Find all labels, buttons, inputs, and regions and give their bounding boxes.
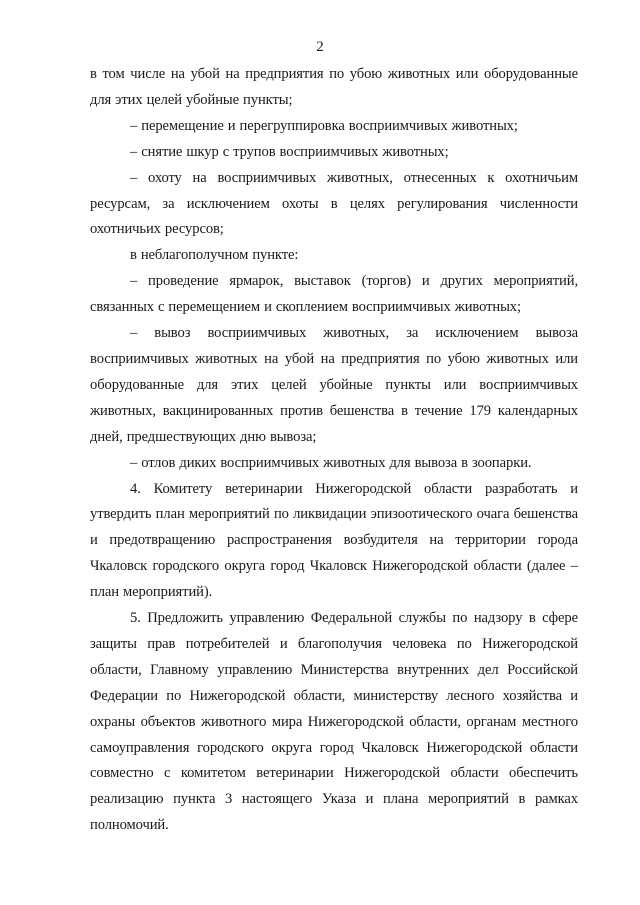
paragraph-continuation: в том числе на убой на предприятия по убою животных или оборудованные для этих целей убойные пункты; xyxy=(90,66,578,108)
list-item-skinning: – снятие шкур с трупов восприимчивых животных; xyxy=(130,143,449,160)
list-item-regrouping: – перемещение и перегруппировка восприимчивых животных; xyxy=(130,117,518,134)
list-item-export: – вывоз восприимчивых животных, за исключением вывоза восприимчивых животных на убой на предприятия по убою животных или оборудованные для этих целей убойные пункты или восприимчивых животных, вакцинированных против бешенства в течение 179 календарных дней, предшествующих дню вывоза; xyxy=(90,325,578,445)
list-item-hunting: – охоту на восприимчивых животных, отнесенных к охотничьим ресурсам, за исключением охоты в целях регулирования численности охотничьих ресурсов; xyxy=(90,169,578,238)
paragraph-item-4: 4. Комитету ветеринарии Нижегородской области разработать и утвердить план мероприятий по ликвидации эпизоотического очага бешенства и предотвращению распространения возбудителя на территории города Чкаловск городского округа город Чкаловск Нижегородской области (далее – план мероприятий). xyxy=(90,480,578,601)
page-number: 2 xyxy=(316,39,324,55)
paragraph-item-5: 5. Предложить управлению Федеральной службы по надзору в сфере защиты прав потребителей и благополучия человека по Нижегородской области, Главному управлению Министерства внутренних дел Российской Федерации по Нижегородской области, министерству лесного хозяйства и охраны объектов животного мира Нижегородской области, органам местного самоуправления городского округа город Чкаловск Нижегородской области совместно с комитетом ветеринарии Нижегородской области обеспечить реализацию пункта 3 настоящего Указа и плана мероприятий в рамках полномочий. xyxy=(90,610,578,834)
list-item-fairs: – проведение ярмарок, выставок (торгов) и других мероприятий, связанных с перемещением и скоплением восприимчивых животных; xyxy=(90,273,578,316)
document-body xyxy=(90,62,578,839)
subheading-unfavorable-point: в неблагополучном пункте: xyxy=(130,247,299,264)
list-item-capture: – отлов диких восприимчивых животных для вывоза в зоопарки. xyxy=(130,454,532,471)
